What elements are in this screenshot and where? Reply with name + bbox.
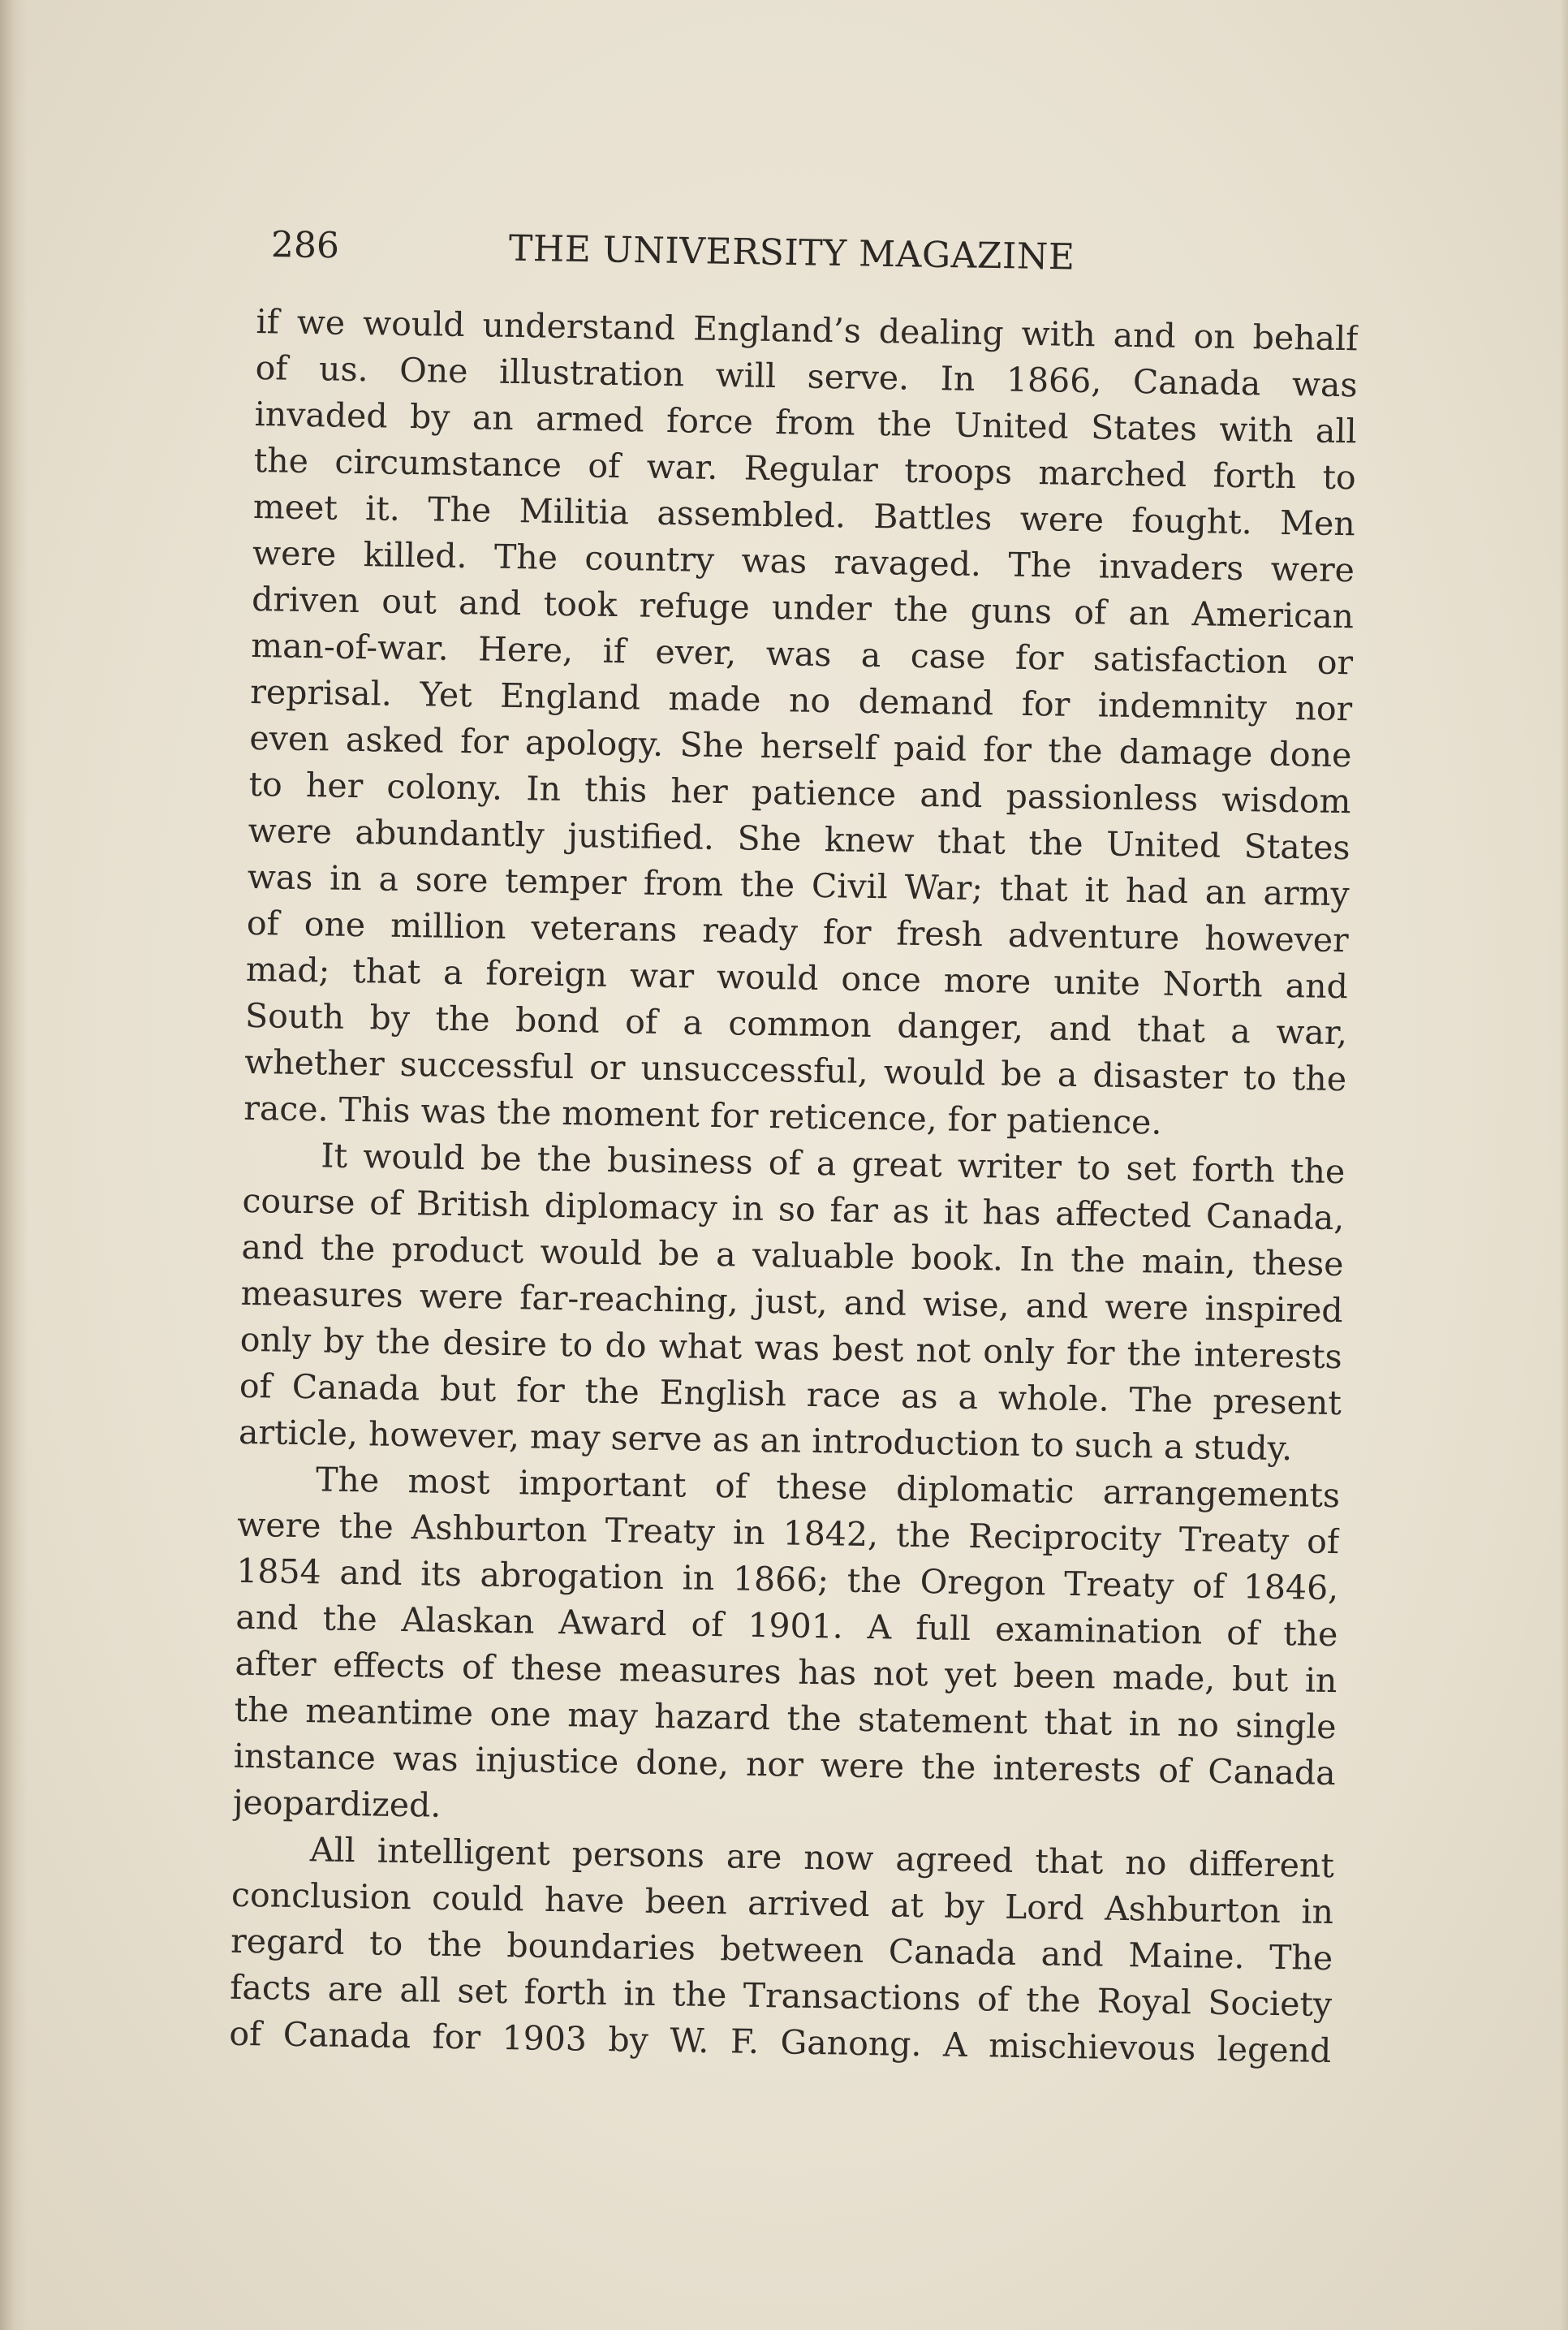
page-edge-shadow: [1560, 0, 1568, 2330]
text-line: was in a sore temper from the Civil War; that it had an army: [247, 856, 1350, 914]
text-line: the meantime one may hazard the statement that in no single: [234, 1689, 1337, 1747]
text-line: course of British diplomacy in so far as it has affected Canada,: [242, 1180, 1345, 1238]
text-line: 1854 and its abrogation in 1866; the Oregon Treaty of 1846,: [236, 1551, 1339, 1608]
text-line: instance was injustice done, nor were the interests of Canada: [233, 1736, 1337, 1793]
text-line: driven out and took refuge under the guns of an American: [251, 579, 1355, 636]
text-line: of us. One illustration will serve. In 1866, Canada was: [255, 347, 1358, 405]
text-line: even asked for apology. She herself paid for the damage done: [249, 718, 1352, 775]
text-line: were the Ashburton Treaty in 1842, the Reciprocity Treaty of: [236, 1504, 1340, 1562]
page-gutter-shadow: [0, 0, 28, 2330]
text-line: All intelligent persons are now agreed that no different: [309, 1830, 1335, 1886]
text-line: facts are all set forth in the Transactions of the Royal Society: [229, 1967, 1333, 2025]
text-line: race. This was the moment for reticence, for patience.: [243, 1088, 1162, 1142]
text-line: reprisal. Yet England made no demand for indemnity nor: [250, 671, 1353, 729]
text-line: to her colony. In this her patience and passionless wisdom: [248, 764, 1351, 822]
body-text: [229, 299, 1359, 2074]
text-line: were abundantly justified. She knew that the United States: [248, 810, 1350, 868]
text-line: mad; that a foreign war would once more unite North and: [245, 949, 1349, 1007]
text-line: after effects of these measures has not yet been made, but in: [235, 1643, 1338, 1701]
text-line: The most important of these diplomatic arrangements: [315, 1460, 1341, 1516]
text-line: the circumstance of war. Regular troops marched forth to: [253, 440, 1357, 498]
running-title: THE UNIVERSITY MAGAZINE: [508, 227, 1075, 278]
text-line: It would be the business of a great writer to set forth the: [321, 1136, 1346, 1192]
text-line: meet it. The Militia assembled. Battles were fought. Men: [252, 486, 1356, 544]
text-line: of Canada for 1903 by W. F. Ganong. A mischievous legend: [229, 2013, 1332, 2071]
text-line: of Canada but for the English race as a whole. The present: [239, 1366, 1342, 1423]
text-line: whether successful or unsuccessful, would be a disaster to the: [243, 1042, 1347, 1099]
text-line: measures were far-reaching, just, and wise, and were inspired: [240, 1273, 1343, 1331]
text-line: and the product would be a valuable book. In the main, these: [241, 1227, 1344, 1284]
text-line: were killed. The country was ravaged. The invaders were: [252, 533, 1355, 590]
text-line: article, however, may serve as an introduction to such a study.: [238, 1412, 1293, 1469]
text-line: conclusion could have been arrived at by Lord Ashburton in: [230, 1875, 1334, 1932]
text-line: man-of-war. Here, if ever, was a case for satisfaction or: [250, 625, 1354, 683]
text-line: and the Alaskan Award of 1901. A full examination of the: [235, 1597, 1338, 1655]
text-line: jeopardized.: [232, 1782, 442, 1825]
text-line: invaded by an armed force from the United States with all: [254, 394, 1357, 451]
text-line: of one million veterans ready for fresh adventure however: [246, 903, 1350, 960]
text-line: South by the bond of a common danger, and that a war,: [244, 995, 1348, 1053]
page-number: 286: [270, 224, 340, 267]
text-line: regard to the boundaries between Canada and Maine. The: [230, 1921, 1333, 1978]
text-line: only by the desire to do what was best not only for the interests: [239, 1319, 1343, 1377]
text-line: if we would understand England’s dealing with and on behalf: [256, 301, 1359, 359]
running-header: [271, 221, 1124, 283]
